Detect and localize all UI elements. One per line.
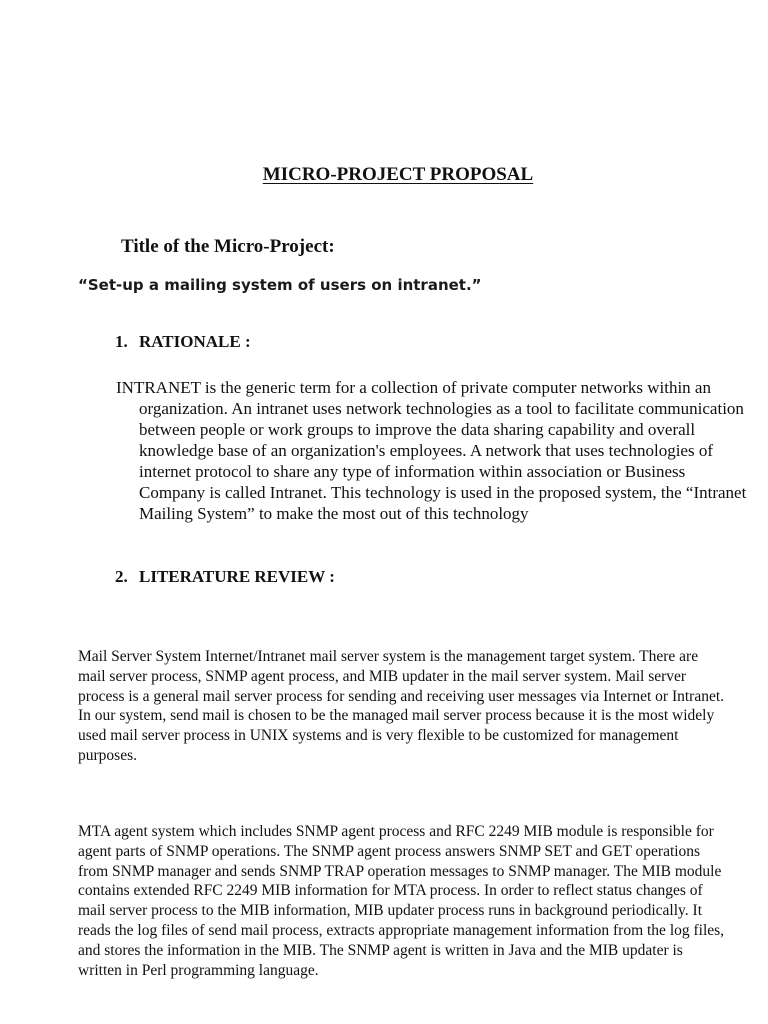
section-number: 1. bbox=[115, 332, 128, 351]
literature-paragraph: Mail Server System Internet/Intranet mail server system is the management target system. There are mail server process, SNMP agent process, and MIB updater in the mail server system. Mail server process is a general mail server process for sending and receiving user messages via Internet or Intranet. In our system, send mail is chosen to be the managed mail server process because it is the most widely used mail server process in UNIX systems and is very flexible to be customized for management purposes. bbox=[78, 648, 725, 764]
micro-project-heading: Title of the Micro-Project: bbox=[121, 236, 335, 257]
rationale-heading bbox=[115, 331, 251, 353]
micro-project-title: “Set-up a mailing system of users on intranet.” bbox=[78, 276, 482, 294]
document-title: MICRO-PROJECT PROPOSAL bbox=[262, 164, 534, 185]
section-heading-label: RATIONALE : bbox=[139, 332, 251, 351]
section-number: 2. bbox=[115, 567, 128, 586]
literature-paragraph: MTA agent system which includes SNMP agent process and RFC 2249 MIB module is responsible for agent parts of SNMP operations. The SNMP agent process answers SNMP SET and GET operations from SNMP manager and sends SNMP TRAP operation messages to SNMP manager. The MIB module contains extended RFC 2249 MIB information for MTA process. In order to reflect status changes of mail server process to the MIB information, MIB updater process runs in background periodically. It reads the log files of send mail process, extracts appropriate management information from the log files, and stores the information in the MIB. The SNMP agent is written in Java and the MIB updater is written in Perl programming language. bbox=[78, 823, 725, 979]
section-heading-label: LITERATURE REVIEW : bbox=[139, 567, 335, 586]
literature-review-heading bbox=[115, 566, 335, 588]
rationale-body: INTRANET is the generic term for a collection of private computer networks within an organization. An intranet uses network technologies as a tool to facilitate communication between people or work groups to improve the data sharing capability and overall knowledge base of an organization's employees. A network that uses technologies of internet protocol to share any type of information within association or Business Company is called Intranet. This technology is used in the proposed system, the “Intranet Mailing System” to make the most out of this technology bbox=[116, 378, 747, 523]
